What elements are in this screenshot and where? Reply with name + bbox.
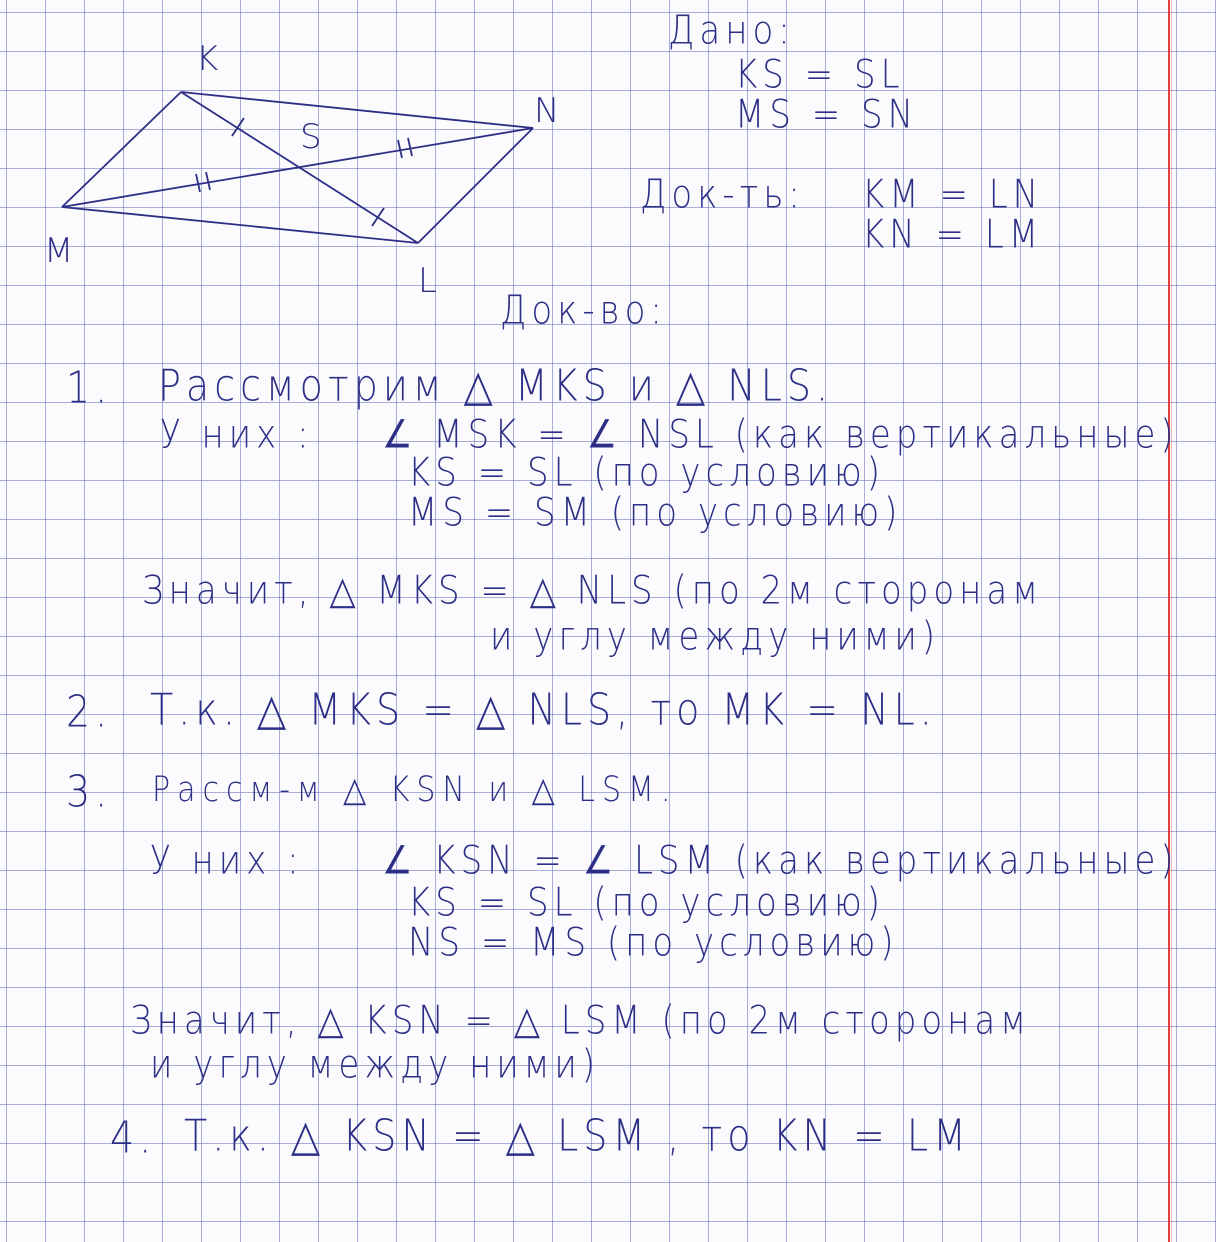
step1-cond-2: KS = SL (по условию)	[408, 450, 885, 496]
step1-they-have: У них :	[160, 412, 314, 458]
page-margin-line	[1168, 0, 1170, 1242]
step2-text: Т.к. △ MKS = △ NLS, то MK = NL.	[150, 684, 937, 735]
tick-ms-1	[196, 174, 200, 192]
step3-they-have: У них :	[150, 838, 304, 884]
step3-conclusion-b: и углу между ними)	[150, 1042, 601, 1088]
tick-sn-2	[408, 138, 412, 156]
step1-conclusion-a: Значит, △ MKS = △ NLS (по 2м сторонам	[142, 568, 1043, 614]
prove-line-1: KM = LN	[862, 172, 1044, 218]
step3-conclusion-a: Значит, △ KSN = △ LSM (по 2м сторонам	[130, 998, 1031, 1044]
point-label-k: K	[196, 40, 219, 79]
tick-sl	[372, 208, 384, 226]
tick-ms-2	[206, 172, 210, 190]
given-heading: Дано:	[668, 8, 795, 54]
given-line-2: MS = SN	[735, 92, 919, 138]
side-kn	[181, 92, 533, 128]
step1-cond-3: MS = SM (по условию)	[408, 490, 903, 536]
prove-line-2: KN = LM	[862, 212, 1044, 258]
parallelogram-figure	[40, 40, 600, 300]
step4-text: Т.к. △ KSN = △ LSM , то KN = LM	[184, 1110, 971, 1161]
point-label-s: S	[300, 117, 322, 157]
tick-sn-1	[398, 140, 402, 158]
side-lm	[62, 207, 418, 243]
tick-ks	[232, 118, 244, 136]
step3-consider: Рассм-м △ KSN и △ LSM.	[152, 770, 678, 811]
step1-consider: Рассмотрим △ MKS и △ NLS.	[158, 360, 834, 411]
point-label-m: M	[44, 231, 74, 271]
step2-number: 2.	[66, 686, 113, 737]
step1-conclusion-b: и углу между ними)	[490, 614, 941, 660]
step1-number: 1.	[66, 362, 113, 413]
step1-cond-1: ∠ MSK = ∠ NSL (как вертикальные)	[382, 412, 1179, 458]
step3-cond-2: KS = SL (по условию)	[408, 880, 885, 926]
step3-number: 3.	[66, 766, 113, 817]
given-line-1: KS = SL	[735, 52, 905, 98]
step4-number: 4.	[110, 1112, 157, 1163]
prove-heading: Док-ть:	[640, 172, 805, 218]
proof-heading: Док-во:	[500, 288, 667, 334]
step3-cond-1: ∠ KSN = ∠ LSM (как вертикальные)	[382, 838, 1179, 884]
point-label-l: L	[418, 261, 437, 300]
point-label-n: N	[534, 91, 560, 131]
step3-cond-3: NS = MS (по условию)	[408, 920, 899, 966]
